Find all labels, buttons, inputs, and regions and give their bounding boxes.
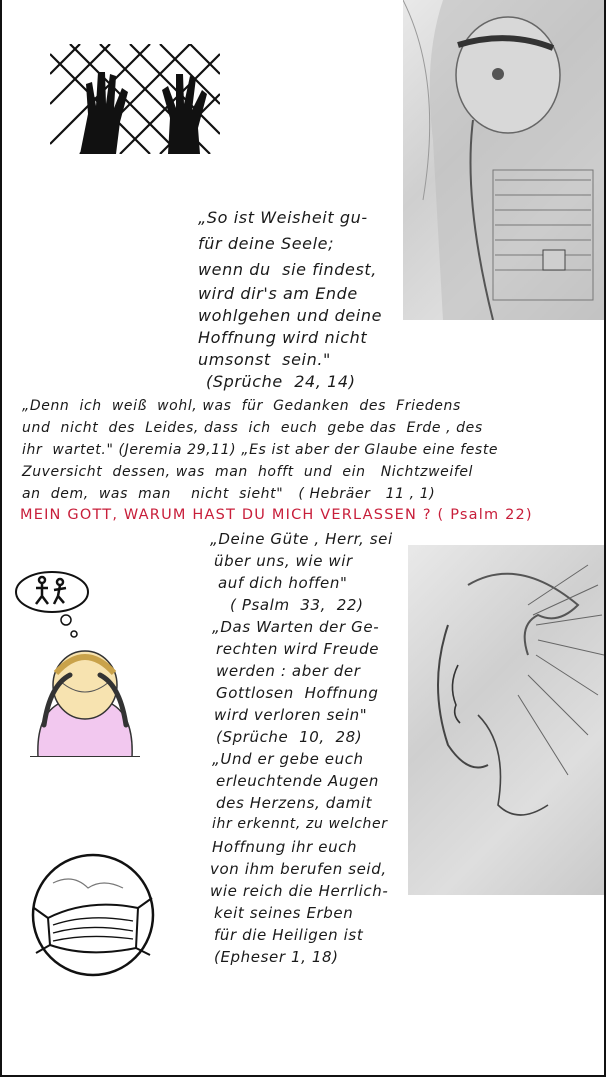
- q4-line: werden : aber der: [216, 662, 361, 680]
- q4-line: keit seines Erben: [214, 904, 354, 922]
- q2-line: ihr wartet." (Jeremia 29,11) „Es ist aber der Glaube eine feste: [22, 442, 499, 458]
- q1-line: Hoffnung wird nicht: [198, 328, 368, 347]
- hands-fence-icon: [50, 44, 220, 154]
- q2-line: und nicht des Leides, dass ich euch gebe das Erde , des: [22, 420, 483, 436]
- q4-line: (Epheser 1, 18): [214, 948, 339, 966]
- q4-line: „Das Warten der Ge-: [212, 618, 380, 636]
- q1-line: wird dir's am Ende: [198, 284, 358, 303]
- q2-line: Zuversicht dessen, was man hofft und ein Nichtzweifel: [22, 464, 474, 480]
- q1-line: „So ist Weisheit gu-: [198, 208, 368, 227]
- q1-line: wenn du sie findest,: [198, 260, 377, 279]
- q4-line: (Sprüche 10, 28): [216, 728, 363, 746]
- q4-line: rechten wird Freude: [216, 640, 380, 658]
- q4-line: wird verloren sein": [214, 706, 368, 724]
- psalm-22-heading: MEIN GOTT, WARUM HAST DU MICH VERLASSEN ? ( Psalm 22): [20, 507, 533, 523]
- q1-line: wohlgehen und deine: [198, 306, 383, 325]
- q4-line: Hoffnung ihr euch: [212, 838, 358, 856]
- q4-line: erleuchtende Augen: [216, 772, 380, 790]
- q2-line: an dem, was man nicht sieht" ( Hebräer 11 , 1): [22, 486, 436, 502]
- q4-line: des Herzens, damit: [216, 794, 373, 812]
- masked-face-drawing: [403, 0, 604, 320]
- q2-line: „Denn ich weiß wohl, was für Gedanken des Friedens: [22, 398, 461, 414]
- q1-line: für deine Seele;: [198, 234, 335, 253]
- q1-line: umsonst sein.": [198, 350, 331, 369]
- q4-line: über uns, wie wir: [214, 552, 353, 570]
- q4-line: „Und er gebe euch: [212, 750, 364, 768]
- distressed-person-drawing: [30, 645, 140, 757]
- q4-line: „Deine Güte , Herr, sei: [210, 530, 393, 548]
- q1-line: (Sprüche 24, 14): [206, 372, 356, 391]
- q4-line: auf dich hoffen": [218, 574, 348, 592]
- q4-line: für die Heiligen ist: [214, 926, 364, 944]
- q4-line: von ihm berufen seid,: [210, 860, 387, 878]
- q4-line: ihr erkennt, zu welcher: [212, 816, 388, 832]
- thought-bubble-icon: [14, 568, 94, 648]
- woman-sketch-drawing: [408, 545, 604, 895]
- q4-line: Gottlosen Hoffnung: [216, 684, 379, 702]
- globe-mask-icon: [28, 853, 158, 978]
- q4-line: ( Psalm 33, 22): [230, 596, 364, 614]
- q4-line: wie reich die Herrlich-: [210, 882, 389, 900]
